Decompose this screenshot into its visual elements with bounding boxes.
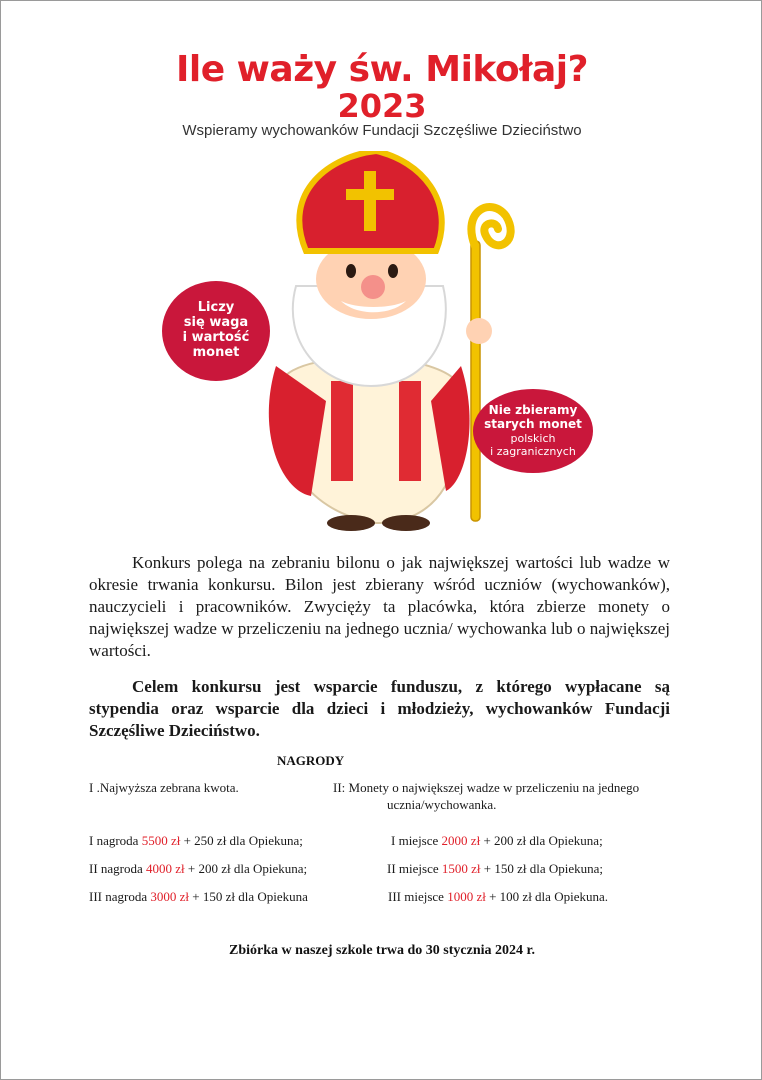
- prize-left-2-prefix: II nagroda: [89, 861, 147, 876]
- prize-right-2: [387, 861, 603, 877]
- prize-right-1-prefix: I miejsce: [391, 833, 442, 848]
- prize-left-3-amount: 3000 zł: [150, 889, 189, 904]
- prize-right-2-amount: 1500 zł: [441, 861, 481, 876]
- description-paragraph: Konkurs polega na zebraniu bilonu o jak największej wartości lub wadze w okresie trwania konkursu. Bilon jest zbierany wśród uczniów (wychowanków), nauczycieli i pracowników. Zwycięży ta placówka, która zbierze monety o największej wadze w przeliczeniu na jednego ucznia/ wychowanka lub o największej wartości.: [89, 553, 670, 660]
- prize-left-1: [89, 833, 303, 849]
- prize-right-1-suffix: + 200 zł dla Opiekuna;: [480, 833, 603, 848]
- prize-left-1-amount: 5500 zł: [141, 833, 181, 848]
- saint-nicholas-illustration: [161, 151, 611, 541]
- prize-right-3-amount: 1000 zł: [447, 889, 486, 904]
- prize-right-1-amount: 2000 zł: [441, 833, 481, 848]
- bubble-left-line2: się waga: [183, 315, 249, 330]
- poster-title: Ile waży św. Mikołaj?: [175, 49, 589, 90]
- prize-right-3: [388, 889, 608, 905]
- poster-subtitle: Wspieramy wychowanków Fundacji Szczęśliwe Dzieciństwo: [182, 122, 582, 139]
- crozier-icon: [471, 207, 511, 521]
- bubble-left-line4: monet: [192, 345, 240, 360]
- prize-right-1: [391, 833, 603, 849]
- poster-year: 2023: [337, 87, 427, 125]
- prize-left-3-suffix: + 150 zł dla Opiekuna: [189, 889, 308, 904]
- prize-category-2-line1: II: Monety o największej wadze w przeliczeniu na jednego: [333, 780, 640, 795]
- bubble-right-line3: polskich: [510, 432, 556, 445]
- prize-left-1-suffix: + 250 zł dla Opiekuna;: [180, 833, 303, 848]
- prize-right-3-suffix: + 100 zł dla Opiekuna.: [485, 889, 608, 904]
- prize-left-3: [89, 889, 308, 905]
- prize-left-2: [89, 861, 307, 877]
- bubble-left-line1: Liczy: [197, 300, 235, 315]
- prize-category-2-line2: ucznia/wychowanka.: [387, 797, 497, 812]
- prize-left-1-prefix: I nagroda: [89, 833, 142, 848]
- bubble-right-line1: Nie zbieramy: [488, 403, 578, 417]
- prize-left-2-suffix: + 200 zł dla Opiekuna;: [184, 861, 308, 876]
- collection-deadline: Zbiórka w naszej szkole trwa do 30 stycznia 2024 r.: [229, 943, 535, 958]
- bubble-right-line4: i zagranicznych: [490, 445, 576, 458]
- prize-left-3-prefix: III nagroda: [89, 889, 151, 904]
- prize-category-1: I .Najwyższa zebrana kwota.: [89, 780, 239, 795]
- bubble-left-line3: i wartość: [182, 330, 250, 345]
- prize-right-2-prefix: II miejsce: [387, 861, 442, 876]
- prize-left-2-amount: 4000 zł: [146, 861, 185, 876]
- prize-right-3-prefix: III miejsce: [388, 889, 448, 904]
- bubble-right-line2: starych monet: [484, 417, 582, 431]
- prizes-heading: NAGRODY: [277, 753, 345, 768]
- bubble-right: [473, 389, 593, 473]
- goal-paragraph: Celem konkursu jest wsparcie funduszu, z którego wypłacane są stypendia oraz wsparcie dla dzieci i młodzieży, wychowanków Fundacji Szczęśliwe Dzieciństwo.: [89, 677, 670, 740]
- prize-right-2-suffix: + 150 zł dla Opiekuna;: [480, 861, 604, 876]
